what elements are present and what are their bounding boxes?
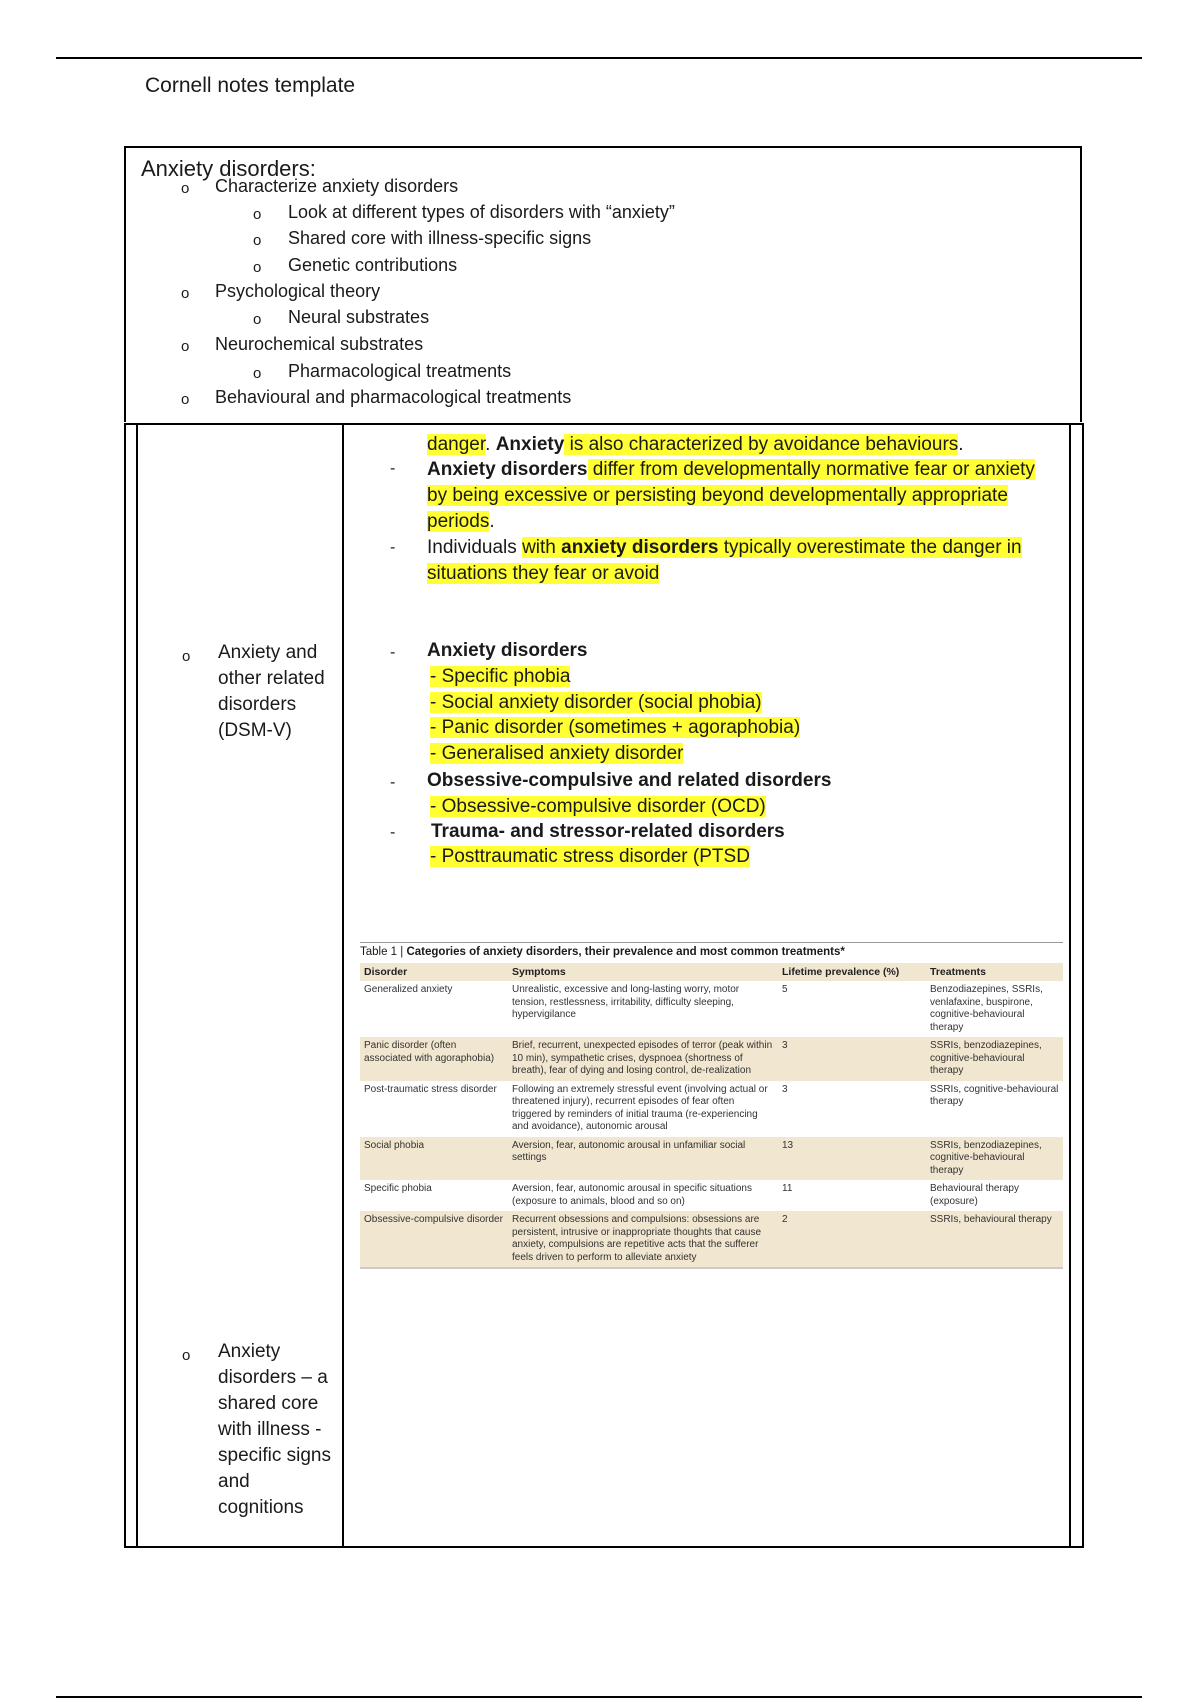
table-cell: Generalized anxiety <box>364 984 453 995</box>
cue-bullet-icon: o <box>182 1347 191 1364</box>
outline-heading: Anxiety disorders: <box>141 156 316 181</box>
group-heading: Anxiety disorders <box>427 640 588 661</box>
cue-line: Anxiety <box>218 1341 281 1362</box>
table-cell: Benzodiazepines, SSRIs, venlafaxine, buspirone, cognitive-behavioural therapy <box>930 984 1043 1033</box>
topic-outline-box <box>124 146 1082 422</box>
group-item: - Posttraumatic stress disorder (PTSD <box>430 846 750 867</box>
note-line: periods. <box>427 511 495 532</box>
cue-line: with illness - <box>218 1419 322 1440</box>
outline-bullet-icon: o <box>181 285 190 302</box>
outline-bullet-icon: o <box>253 232 262 249</box>
table-row <box>360 981 1063 1037</box>
table-cell: 5 <box>782 984 788 995</box>
table-header: Treatments <box>926 963 1063 981</box>
cue-line: specific signs <box>218 1445 331 1466</box>
cue-dsm-v <box>218 640 338 744</box>
table-caption: Table 1 | Categories of anxiety disorders, their prevalence and most common treatments* <box>360 942 1063 963</box>
group-heading: Obsessive-compulsive and related disorders <box>427 770 832 791</box>
cue-line: cognitions <box>218 1497 304 1518</box>
cue-line: Anxiety and <box>218 642 318 663</box>
table-cell: 2 <box>778 1211 926 1268</box>
table-cell: Recurrent obsessions and compulsions: obsessions are persistent, intrusive or inappropriate thoughts that cause anxiety, compulsions are repetitive acts that the sufferer feels driven to perform to alleviate anxiety <box>508 1211 778 1268</box>
table-cell: Brief, recurrent, unexpected episodes of terror (peak within 10 min), sympathetic crises, dyspnoea (shortness of breath), fear of dying and losing control, de-realization <box>508 1037 778 1081</box>
group-item: - Generalised anxiety disorder <box>430 743 684 764</box>
note-line: Individuals with anxiety disorders typically overestimate the danger in <box>427 537 1022 558</box>
frame-divider <box>124 423 1084 425</box>
table-cell: Unrealistic, excessive and long-lasting worry, motor tension, restlessness, irritability, difficulty sleeping, hypervigilance <box>512 984 740 1020</box>
outline-bullet-icon: o <box>253 365 262 382</box>
outline-item: Neural substrates <box>288 307 430 327</box>
table-row <box>360 1037 1063 1081</box>
table-cell: SSRIs, cognitive-behavioural therapy <box>930 1083 1059 1107</box>
table-header: Lifetime prevalence (%) <box>778 963 926 981</box>
table-cell: Specific phobia <box>364 1183 432 1194</box>
outline-item: Neurochemical substrates <box>215 334 424 354</box>
table-header: Disorder <box>360 963 508 981</box>
table-cell: SSRIs, benzodiazepines, cognitive-behavioural therapy <box>926 1037 1063 1081</box>
outline-item: Psychological theory <box>215 281 381 301</box>
table-cell: Aversion, fear, autonomic arousal in unfamiliar social settings <box>508 1137 778 1181</box>
cue-line: shared core <box>218 1393 319 1414</box>
table-row <box>360 1180 1063 1211</box>
outline-item: Characterize anxiety disorders <box>215 176 459 196</box>
page-title: Cornell notes template <box>145 74 356 97</box>
cue-line: disorders – a <box>218 1367 328 1388</box>
note-line: situations they fear or avoid <box>427 563 660 584</box>
outline-item: Pharmacological treatments <box>288 361 512 381</box>
cue-line: (DSM-V) <box>218 720 292 741</box>
table-row <box>360 1211 1063 1268</box>
table-cell: Panic disorder (often associated with agoraphobia) <box>360 1037 508 1081</box>
table-row <box>360 1081 1063 1137</box>
outline-item: Behavioural and pharmacological treatments <box>215 387 572 407</box>
dash-bullet: - <box>390 460 396 477</box>
note-line: by being excessive or persisting beyond developmentally appropriate <box>427 485 1008 506</box>
prevalence-table <box>360 942 1063 1269</box>
outline-bullet-icon: o <box>181 338 190 355</box>
note-line: Anxiety disorders differ from developmentally normative fear or anxiety <box>427 459 1035 480</box>
table-header: Symptoms <box>508 963 778 981</box>
cue-shared-core <box>218 1339 338 1521</box>
table-cell: 11 <box>782 1183 793 1194</box>
table-cell: 13 <box>778 1137 926 1181</box>
group-item: - Social anxiety disorder (social phobia) <box>430 692 762 713</box>
outline-bullet-icon: o <box>181 391 190 408</box>
dash-bullet: - <box>390 644 396 661</box>
table-cell: 3 <box>778 1037 926 1081</box>
outline-item: Look at different types of disorders with “anxiety” <box>288 202 675 222</box>
outline-item: Genetic contributions <box>288 255 458 275</box>
cue-line: other related <box>218 668 325 689</box>
bottom-rule <box>56 1696 1142 1698</box>
table-cell: Obsessive-compulsive disorder <box>360 1211 508 1268</box>
outline-item: Shared core with illness-specific signs <box>288 228 592 248</box>
group-item: - Panic disorder (sometimes + agoraphobia) <box>430 717 801 738</box>
top-rule <box>56 57 1142 59</box>
group-item: - Specific phobia <box>430 666 571 687</box>
table-row <box>360 1137 1063 1181</box>
dash-bullet: - <box>390 824 396 841</box>
table-cell: 3 <box>782 1083 788 1095</box>
table-cell: Aversion, fear, autonomic arousal in specific situations (exposure to animals, blood and so on) <box>512 1183 752 1207</box>
table-cell: SSRIs, behavioural therapy <box>926 1211 1063 1268</box>
group-item: - Obsessive-compulsive disorder (OCD) <box>430 796 766 817</box>
note-line: danger. Anxiety is also characterized by avoidance behaviours. <box>427 434 964 455</box>
table-cell: Post-traumatic stress disorder <box>364 1083 497 1095</box>
cue-bullet-icon: o <box>182 648 191 665</box>
table-cell: SSRIs, benzodiazepines, cognitive-behavioural therapy <box>926 1137 1063 1181</box>
dash-bullet: - <box>390 774 396 791</box>
table-cell: Social phobia <box>360 1137 508 1181</box>
right-margin-line <box>1069 423 1071 1548</box>
dash-bullet: - <box>390 539 396 556</box>
outline-bullet-icon: o <box>253 311 262 328</box>
cue-line: and <box>218 1471 250 1492</box>
outline-bullet-icon: o <box>181 180 190 197</box>
table-cell: Following an extremely stressful event (involving actual or threatened injury), recurrent episodes of fear often triggered by reminders of initial trauma (re-experiencing and avoidance), autonomic arousal <box>512 1083 768 1132</box>
table-cell: Behavioural therapy (exposure) <box>930 1183 1019 1207</box>
group-heading: Trauma- and stressor-related disorders <box>431 821 785 842</box>
outline-bullet-icon: o <box>253 206 262 223</box>
outline-bullet-icon: o <box>253 259 262 276</box>
table-header-row <box>360 963 1063 981</box>
cue-line: disorders <box>218 694 297 715</box>
